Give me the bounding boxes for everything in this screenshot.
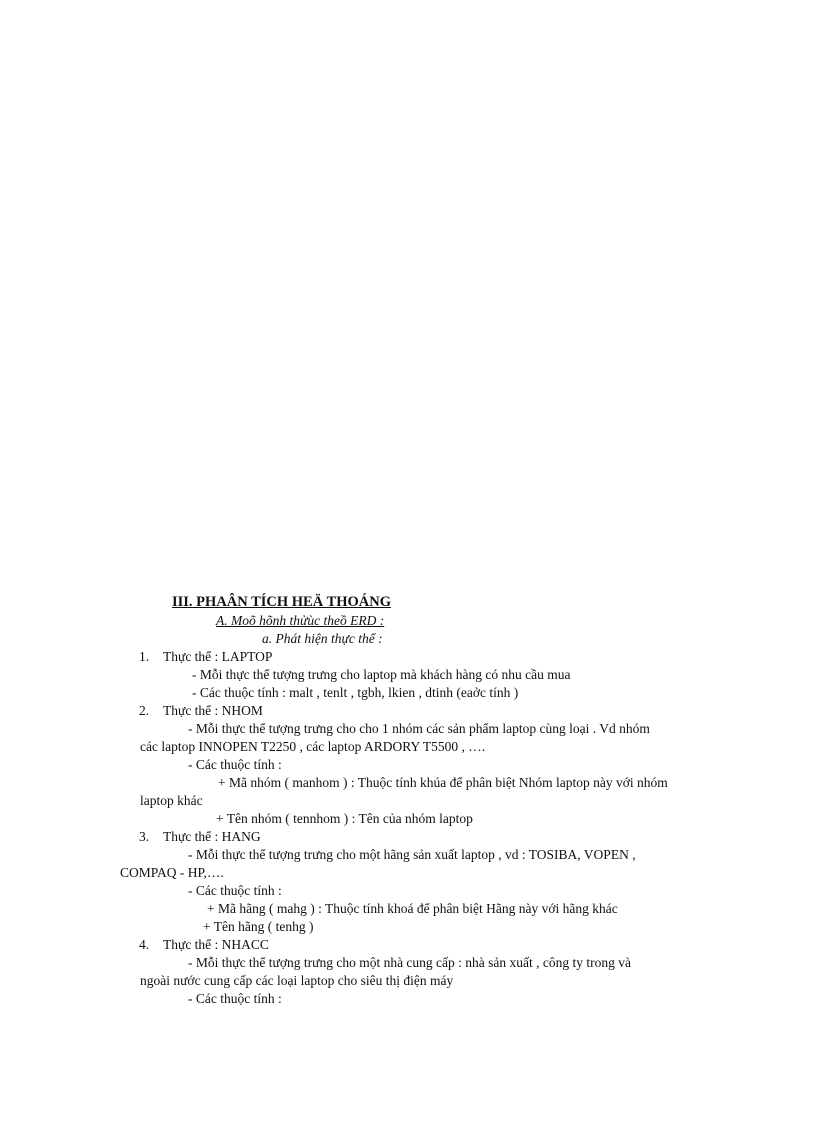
entity-line: + Tên hãng ( tenhg ) (203, 919, 314, 934)
entity-line: + Mã nhóm ( manhom ) : Thuộc tính khúa để phân biệt Nhóm laptop này với nhóm (218, 775, 668, 790)
entity-line: - Mỗi thực thể tượng trưng cho cho 1 nhóm các sản phẩm laptop cùng loại . Vd nhóm (188, 721, 650, 736)
entity-heading-nhom (139, 702, 263, 720)
entity-line: COMPAQ - HP,…. (120, 865, 224, 880)
list-number: 2. (139, 703, 150, 718)
entity-line: - Các thuộc tính : malt , tenlt , tgbh, lkien , dtinh (eaởc tính ) (192, 685, 519, 700)
entity-line: - Mỗi thực thể tượng trưng cho một hãng sản xuất laptop , vd : TOSIBA, VOPEN , (188, 847, 636, 862)
entity-heading-text: Thực thể : NHACC (163, 937, 269, 952)
entity-line: - Mỗi thực thể tượng trưng cho laptop mà khách hàng có nhu cầu mua (192, 667, 571, 682)
entity-heading-text: Thực thể : LAPTOP (163, 649, 273, 664)
list-number: 4. (139, 937, 150, 952)
entity-line: - Các thuộc tính : (188, 757, 282, 772)
section-subtitle: A. Moõ hõnh thửùc theồ ERD : (216, 613, 385, 628)
entity-heading-hang (139, 828, 261, 846)
entity-line: + Tên nhóm ( tennhom ) : Tên của nhóm laptop (216, 811, 473, 826)
entity-heading-nhacc (139, 936, 269, 954)
entity-heading-text: Thực thể : HANG (163, 829, 261, 844)
entity-line: - Các thuộc tính : (188, 991, 282, 1006)
entity-line: + Mã hãng ( mahg ) : Thuộc tính khoá để phân biệt Hãng này với hãng khác (207, 901, 618, 916)
section-subsubtitle: a. Phát hiện thực thể : (262, 631, 383, 646)
entity-line: - Các thuộc tính : (188, 883, 282, 898)
list-number: 3. (139, 829, 150, 844)
entity-line: các laptop INNOPEN T2250 , các laptop ARDORY T5500 , …. (140, 739, 486, 754)
entity-line: laptop khác (140, 793, 203, 808)
entity-line: - Mỗi thực thể tượng trưng cho một nhà cung cấp : nhà sản xuất , công ty trong và (188, 955, 631, 970)
entity-line: ngoài nước cung cấp các loại laptop cho siêu thị điện máy (140, 973, 454, 988)
entity-heading-laptop (139, 648, 272, 666)
section-title: III. PHAÂN TÍCH HEÄ THOÁNG (172, 594, 392, 610)
list-number: 1. (139, 649, 150, 664)
entity-heading-text: Thực thể : NHOM (163, 703, 263, 718)
